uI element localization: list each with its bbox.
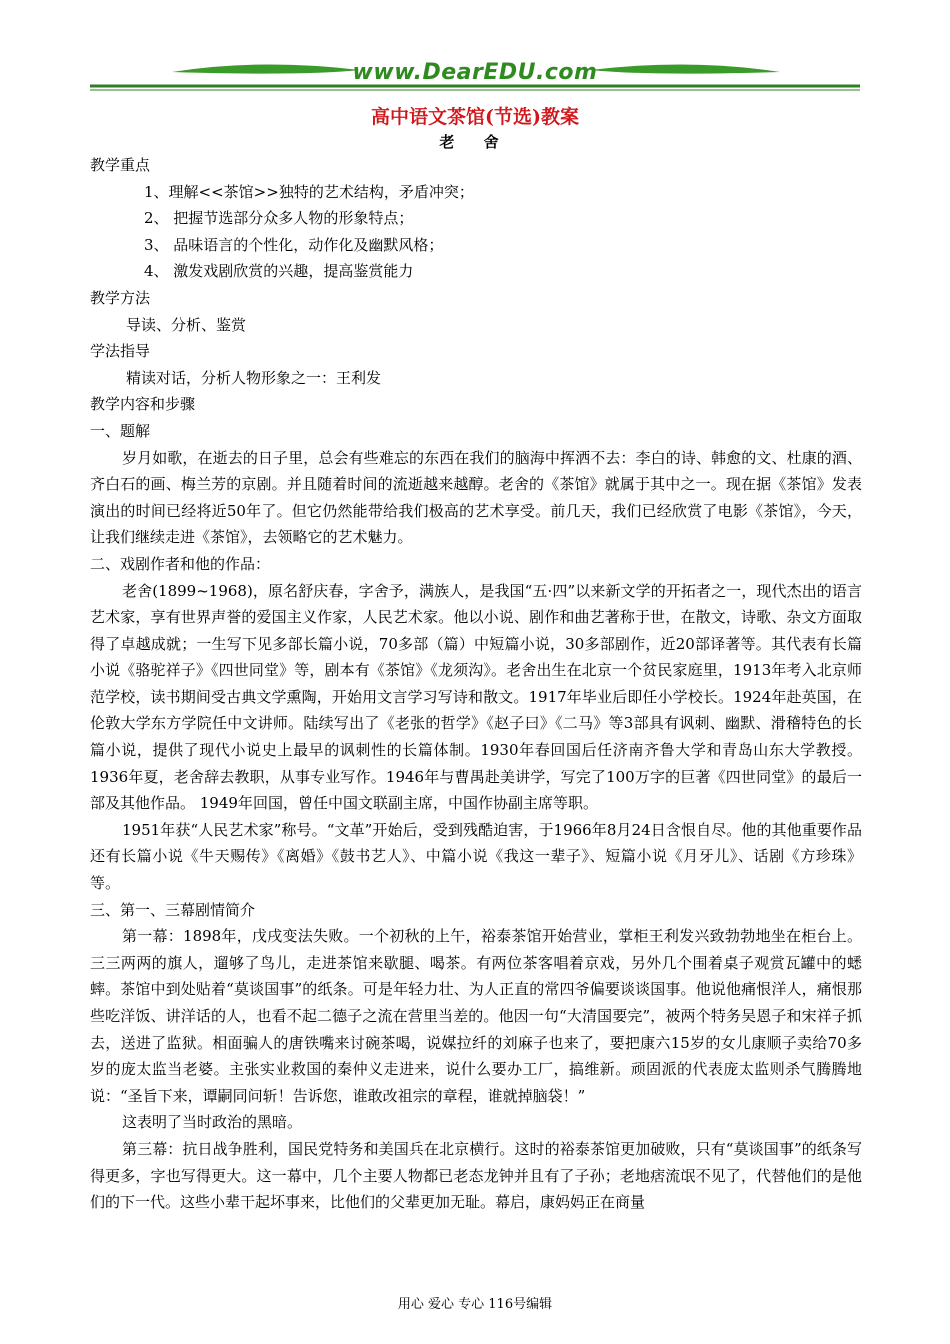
- section-heading: 教学内容和步骤: [90, 395, 196, 414]
- section-heading: 教学重点: [90, 156, 151, 174]
- list-item: 2、 把握节选部分众多人物的形象特点；: [144, 209, 414, 228]
- site-logo: www.DearEDU.com: [352, 60, 598, 85]
- paragraph: 第三幕：抗日战争胜利，国民党特务和美国兵在北京横行。这时的裕泰茶馆更加破败，只有“莫谈国事”的纸条写得更多，字也写得更大。这一幕中，几个主要人物都已老态龙钟并且有了子孙；老地痞流氓不见了，代替他们的是他们的下一代。这些小辈干起坏事来，比他们的父辈更加无耻。幕启，康妈妈正在商量: [90, 1139, 862, 1212]
- paragraph: 岁月如歌，在逝去的日子里，总会有些难忘的东西在我们的脑海中挥洒不去：李白的诗、韩愈的文、杜康的酒、齐白石的画、梅兰芳的京剧。并且随着时间的流逝越来越醇。老舍的《茶馆》就属于其中之一。现在据《茶馆》发表演出的时间已经将近50年了。但它仍然能带给我们极高的艺术享受。前几天，我们已经欣赏了电影《茶馆》，今天，让我们继续走进《茶馆》，去领略它的艺术魅力。: [90, 448, 862, 547]
- paragraph: 老舍(1899~1968)，原名舒庆春，字舍予，满族人，是我国“五·四”以来新文学的开拓者之一，现代杰出的语言艺术家，享有世界声誉的爱国主义作家，人民艺术家。他以小说、剧作和曲艺著称于世，在散文，诗歌、杂文方面取得了卓越成就；一生写下见多部长篇小说，70多部（篇）中短篇小说，30多部剧作，近20部译著等。其代表有长篇小说《骆驼祥子》《四世同堂》等，剧本有《茶馆》《龙须沟》。老舍出生在北京一个贫民家庭里，1913年考入北京师范学校，读书期间受古典文学熏陶，开始用文言学习写诗和散文。1917年毕业后即任小学校长。1924年赴英国，在伦敦大学东方学院任中文讲师。陆续写出了《老张的哲学》《赵子曰》《二马》等3部具有讽刺、幽默、滑稽特色的长篇小说，提供了现代小说史上最早的讽刺性的长篇体制。1930年春回国后任济南齐鲁大学和青岛山东大学教授。1936年夏，老舍辞去教职，从事专业写作。1946年与曹禺赴美讲学，写完了100万字的巨著《四世同堂》的最后一部及其他作品。 1949年回国，曾任中国文联副主席，中国作协副主席等职。: [90, 581, 862, 813]
- document-body: [90, 152, 862, 1216]
- header-swoosh-icon: [0, 0, 950, 100]
- document-author: 老 舍: [439, 133, 511, 151]
- section-heading: 三、第一、三幕剧情简介: [90, 900, 256, 919]
- section-heading: 一、题解: [90, 421, 151, 440]
- list-item: 1、理解<<茶馆>>独特的艺术结构，矛盾冲突；: [144, 182, 474, 201]
- list-item: 4、 激发戏剧欣赏的兴趣，提高鉴赏能力: [144, 262, 414, 281]
- list-item: 3、 品味语言的个性化，动作化及幽默风格；: [144, 235, 444, 254]
- section-text: 精读对话，分析人物形象之一：王利发: [126, 368, 382, 387]
- paragraph: 这表明了当时政治的黑暗。: [122, 1113, 303, 1132]
- document-title: 高中语文茶馆(节选)教案: [371, 106, 579, 128]
- page-footer: 用心 爱心 专心 116号编辑: [397, 1297, 553, 1312]
- page-header: [0, 0, 950, 100]
- section-heading: 教学方法: [90, 288, 151, 307]
- section-heading: 二、戏剧作者和他的作品：: [90, 554, 271, 573]
- paragraph: 第一幕：1898年，戊戌变法失败。一个初秋的上午，裕泰茶馆开始营业，掌柜王利发兴致勃勃地坐在柜台上。三三两两的旗人，遛够了鸟儿，走进茶馆来歇腿、喝茶。有两位茶客唱着京戏，另外几个围着桌子观赏瓦罐中的蟋蟀。茶馆中到处贴着“莫谈国事”的纸条。可是年轻力壮、为人正直的常四爷偏要谈谈国事。他说他痛恨洋人，痛恨那些吃洋饭、讲洋话的人，也看不起二德子之流在营里当差的。他因一句“大清国要完”，被两个特务吴恩子和宋祥子抓去，送进了监狱。相面骗人的唐铁嘴来讨碗茶喝，说媒拉纤的刘麻子也来了，要把康六15岁的女儿康顺子卖给70多岁的庞太监当老婆。主张实业救国的秦仲义走进来，说什么要办工厂，搞维新。顽固派的代表庞太监则杀气腾腾地说：“圣旨下来，谭嗣同问斩！告诉您，谁敢改祖宗的章程，谁就掉脑袋！”: [90, 927, 862, 1105]
- paragraph: 1951年获“人民艺术家”称号。“文革”开始后，受到残酷迫害，于1966年8月24日含恨自尽。他的其他重要作品还有长篇小说《牛天赐传》《离婚》《鼓书艺人》、中篇小说《我这一辈子》、短篇小说《月牙儿》、话剧《方珍珠》等。: [90, 820, 862, 893]
- section-heading: 学法指导: [90, 342, 151, 361]
- section-text: 导读、分析、鉴赏: [126, 315, 247, 334]
